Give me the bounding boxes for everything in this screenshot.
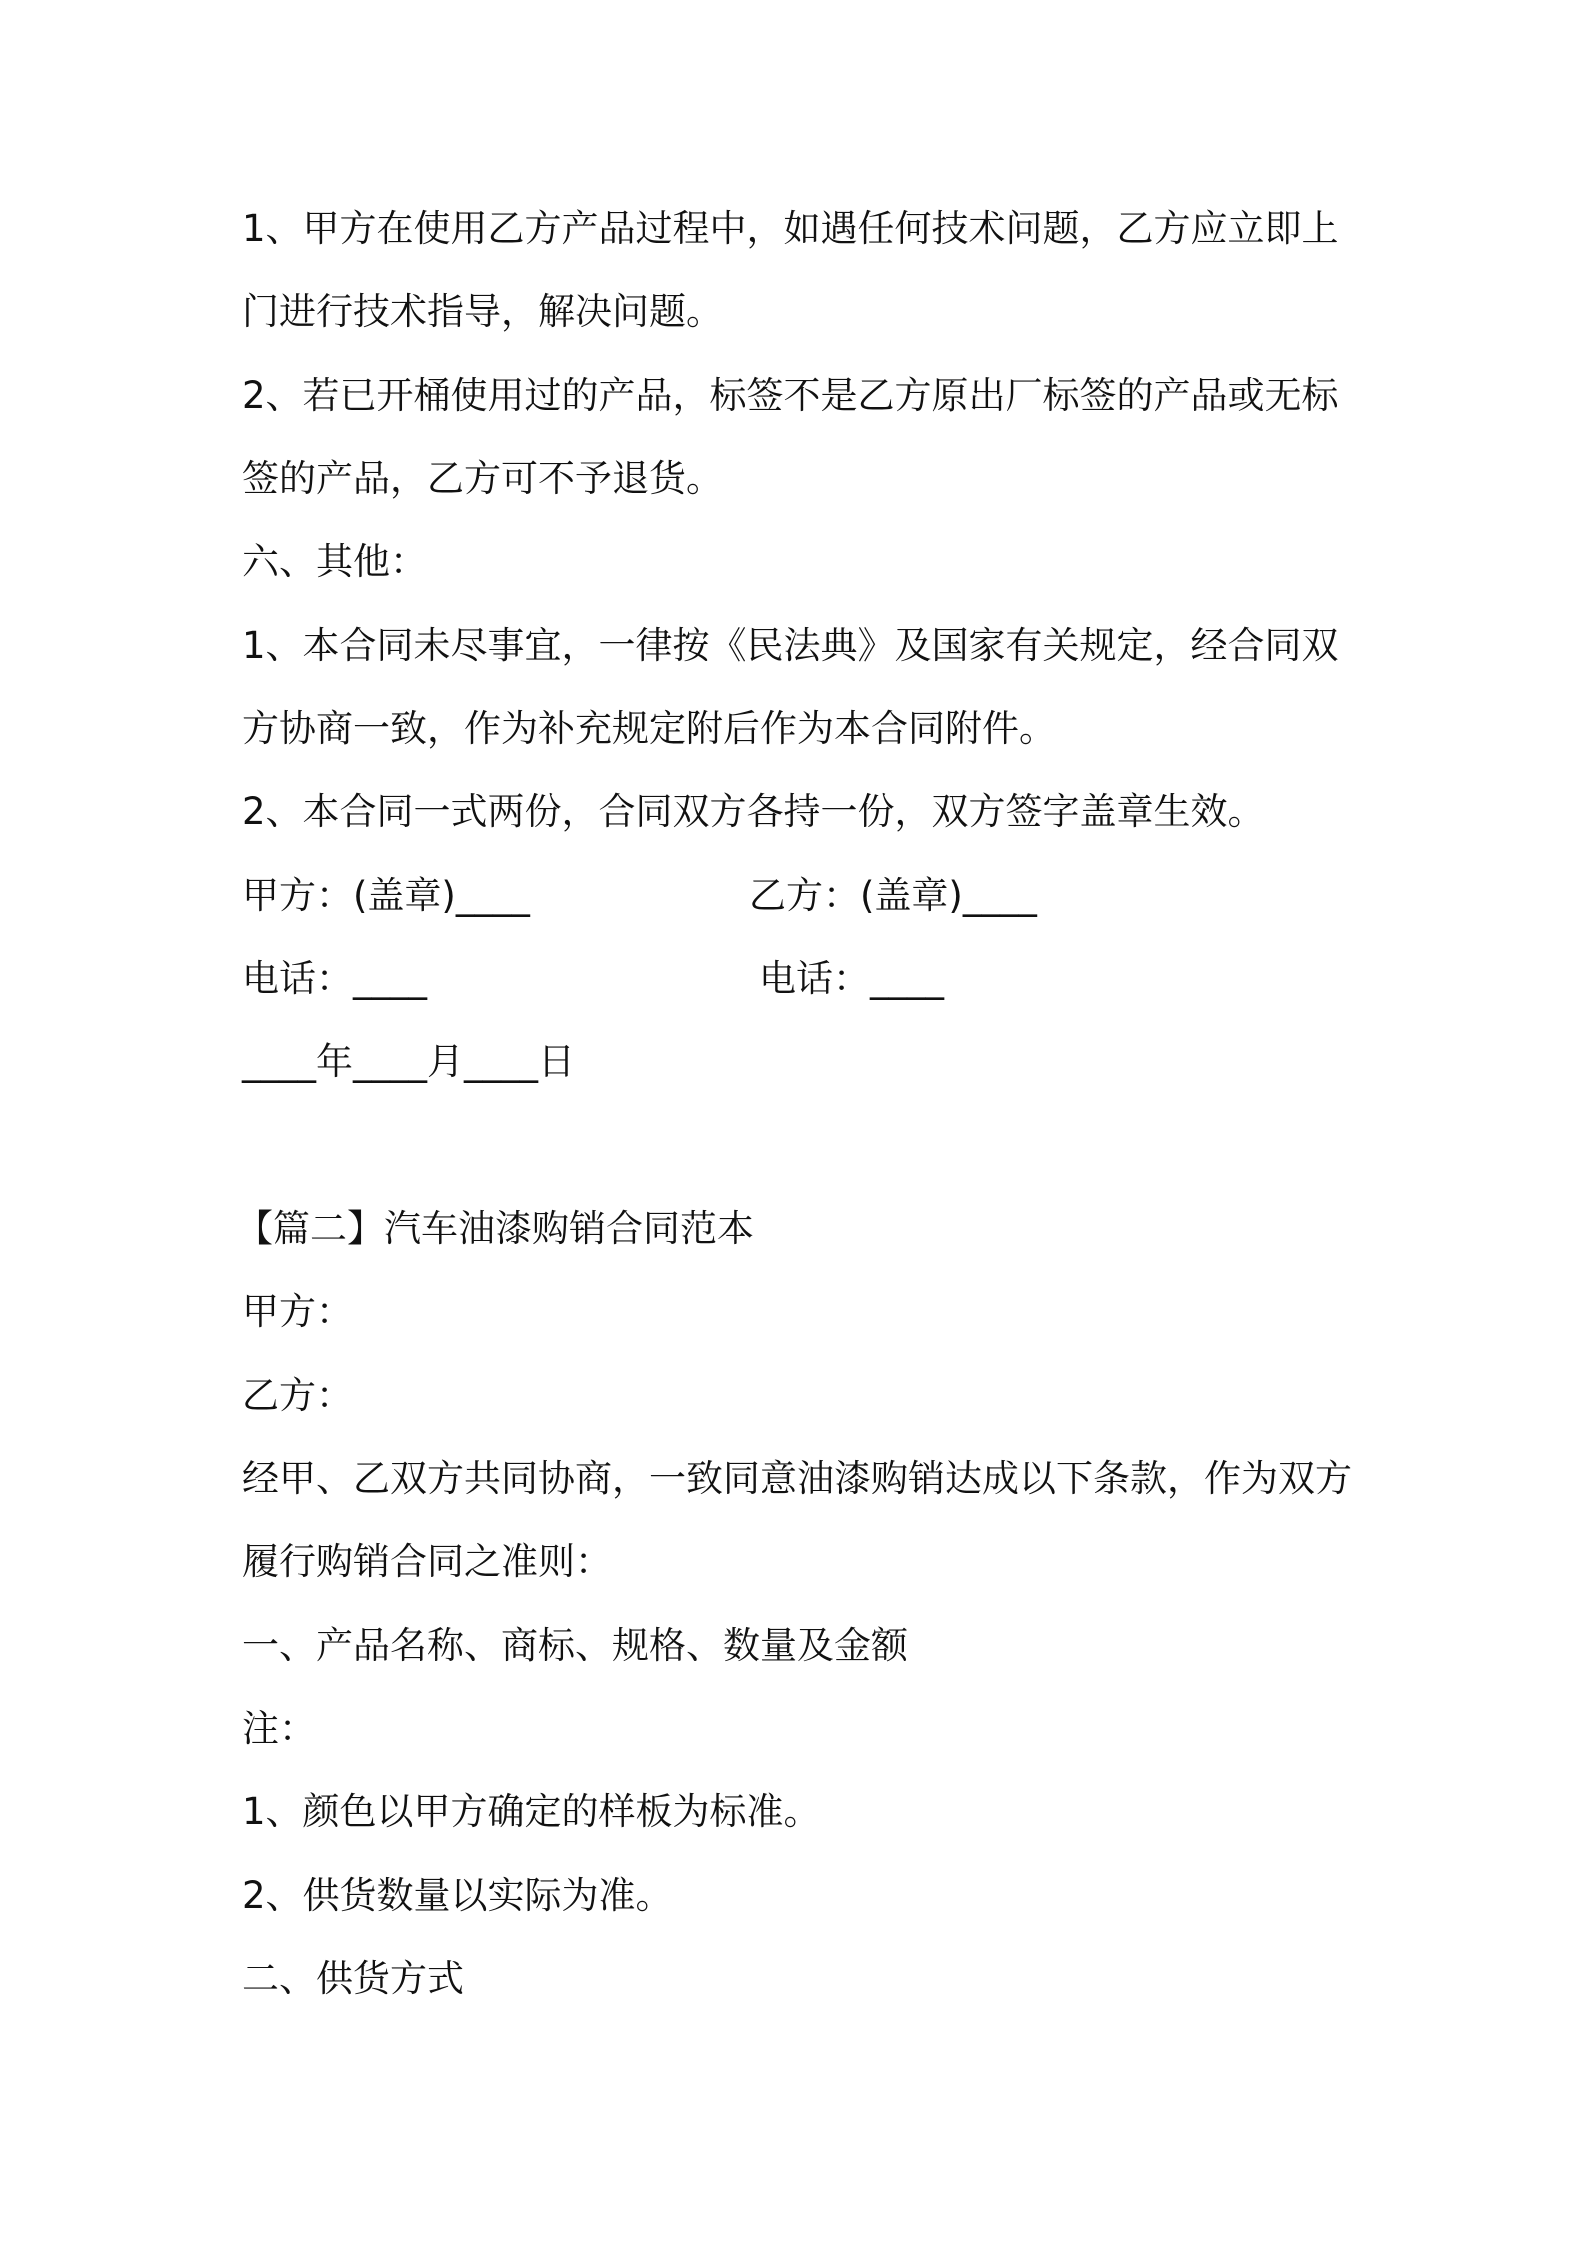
agreement-intro-line1: 经甲、乙双方共同协商，一致同意油漆购销达成以下条款，作为双方 [242, 1457, 1352, 1500]
party-a-seal: 甲方：(盖章)____ [242, 874, 530, 917]
clause-copies: 2、本合同一式两份，合同双方各持一份，双方签字盖章生效。 [242, 790, 1265, 833]
party-a-phone: 电话：____ [242, 957, 427, 1000]
signing-date: ____年____月____日 [242, 1040, 575, 1083]
note-color: 1、颜色以甲方确定的样板为标准。 [242, 1790, 821, 1833]
clause-return-line1: 2、若已开桶使用过的产品，标签不是乙方原出厂标签的产品或无标 [242, 374, 1339, 417]
party-b-phone: 电话：____ [759, 957, 944, 1000]
party-b-label: 乙方： [242, 1374, 353, 1417]
section-product-heading: 一、产品名称、商标、规格、数量及金额 [242, 1624, 908, 1667]
section-other-heading: 六、其他： [242, 540, 427, 583]
note-quantity: 2、供货数量以实际为准。 [242, 1874, 673, 1917]
agreement-intro-line2: 履行购销合同之准则： [242, 1540, 612, 1583]
note-label: 注： [242, 1707, 316, 1750]
party-a-label: 甲方： [242, 1290, 353, 1333]
clause-return-line2: 签的产品，乙方可不予退货。 [242, 457, 723, 500]
party-b-seal: 乙方：(盖章)____ [749, 874, 1037, 917]
section-two-title: 【篇二】汽车油漆购销合同范本 [236, 1207, 754, 1250]
clause-civil-code-line1: 1、本合同未尽事宜，一律按《民法典》及国家有关规定，经合同双 [242, 624, 1339, 667]
clause-civil-code-line2: 方协商一致，作为补充规定附后作为本合同附件。 [242, 707, 1056, 750]
clause-tech-support-line2: 门进行技术指导，解决问题。 [242, 290, 723, 333]
clause-tech-support-line1: 1、甲方在使用乙方产品过程中，如遇任何技术问题，乙方应立即上 [242, 207, 1339, 250]
section-supply-heading: 二、供货方式 [242, 1957, 464, 2000]
